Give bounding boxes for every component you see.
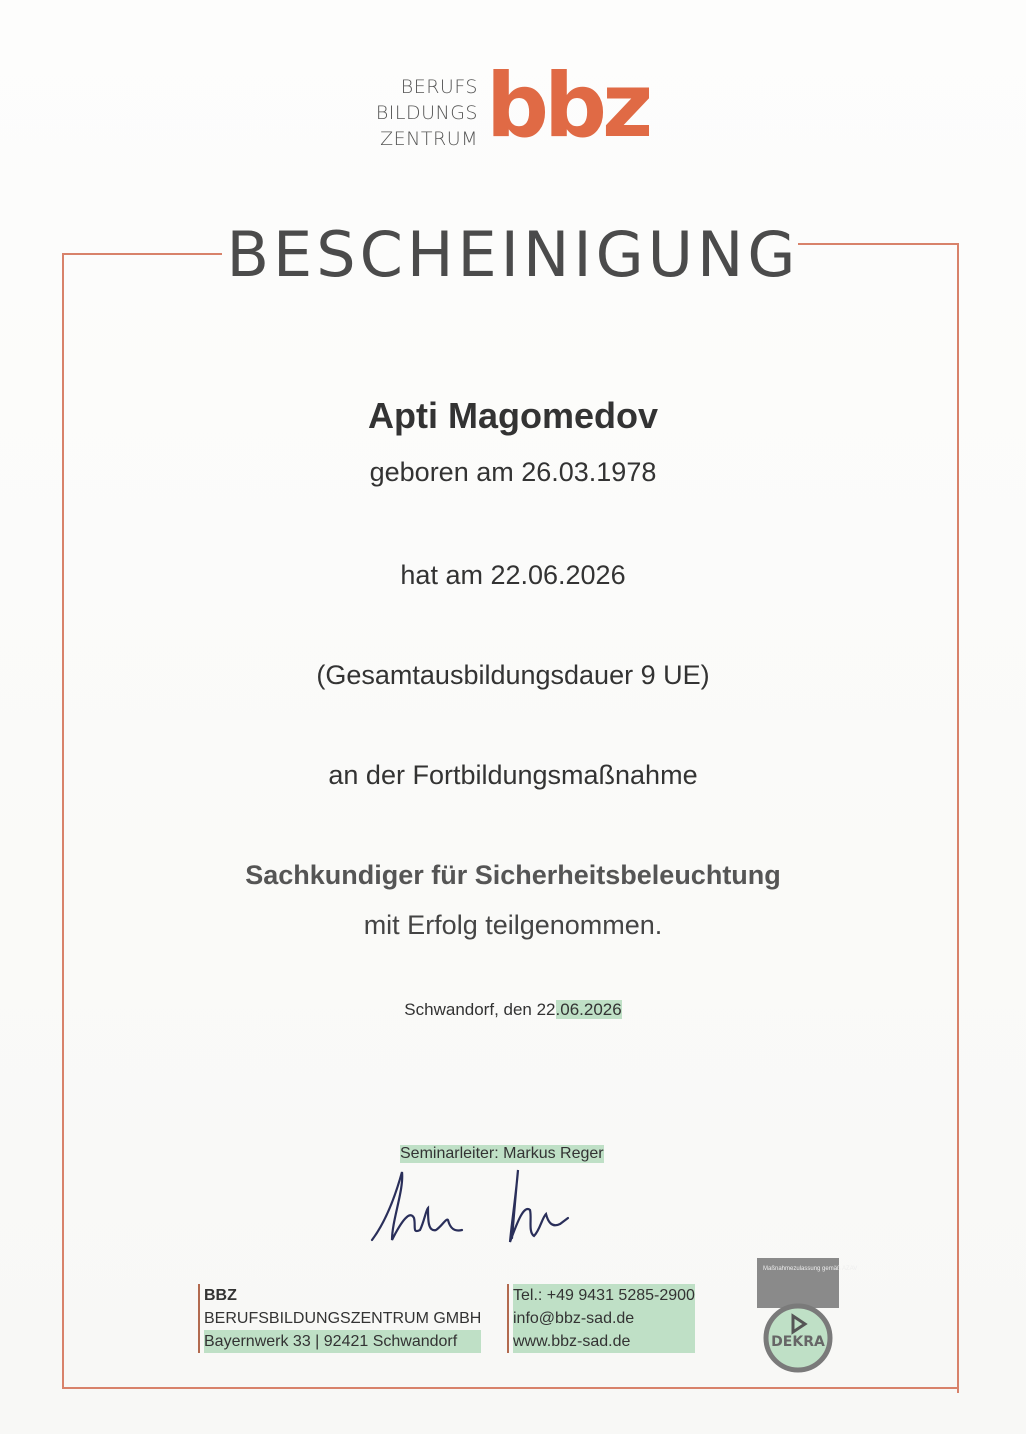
logo-words xyxy=(370,74,478,152)
place-date-prefix: Schwandorf, den 22 xyxy=(404,1000,556,1019)
seminar-leader: Seminarleiter: Markus Reger xyxy=(400,1145,604,1162)
frame-bottom xyxy=(62,1387,959,1389)
company-short: BBZ xyxy=(204,1287,237,1304)
company-contact xyxy=(507,1284,695,1353)
dekra-seal xyxy=(757,1258,858,1372)
company-street: Bayernwerk 33 | 92421 Schwandorf xyxy=(204,1330,481,1353)
course-duration: (Gesamtausbildungsdauer 9 UE) xyxy=(316,660,710,690)
seal-caption: Maßnahmezulassung gemäß AZAV xyxy=(763,1266,858,1272)
course-date: hat am 22.06.2026 xyxy=(400,560,626,590)
course-intro: an der Fortbildungsmaßnahme xyxy=(328,760,698,790)
logo-line-3: ZENTRUM xyxy=(380,128,478,150)
bbz-logo xyxy=(370,54,650,157)
logo-line-2: BILDUNGS xyxy=(375,102,478,124)
success-statement: mit Erfolg teilgenommen. xyxy=(363,910,663,940)
certificate-title: BESCHEINIGUNG xyxy=(226,218,800,291)
seal-brand: DEKRA xyxy=(771,1334,825,1350)
contact-web: www.bbz-sad.de xyxy=(513,1330,695,1353)
logo-line-1: BERUFS xyxy=(400,76,478,98)
place-date-highlighted: .06.2026 xyxy=(555,1000,622,1019)
contact-phone: Tel.: +49 9431 5285-2900 xyxy=(513,1284,695,1307)
logo-mark: bbz xyxy=(486,54,649,157)
birth-date: geboren am 26.03.1978 xyxy=(369,457,657,487)
company-name: BERUFSBILDUNGSZENTRUM GMBH xyxy=(204,1310,482,1327)
recipient-name: Apti Magomedov xyxy=(367,395,658,436)
company-address xyxy=(198,1284,481,1353)
contact-email: info@bbz-sad.de xyxy=(513,1307,695,1330)
signature xyxy=(362,1160,592,1250)
place-date xyxy=(0,1000,1026,1020)
course-title: Sachkundiger für Sicherheitsbeleuchtung xyxy=(245,860,781,890)
